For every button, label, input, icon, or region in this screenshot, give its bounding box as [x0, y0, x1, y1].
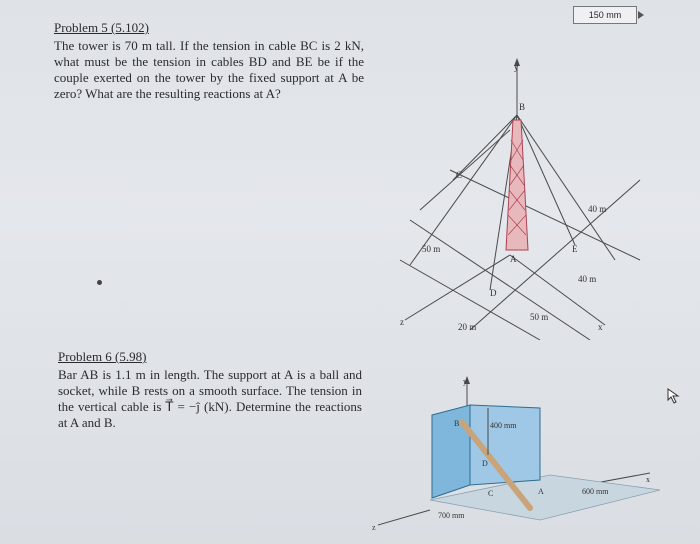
bar-label-A: A [538, 487, 544, 496]
tower-dim-50m-right: 50 m [530, 312, 549, 322]
stray-dot [97, 280, 102, 285]
tower-label-C: C [456, 170, 463, 180]
bar-label-C: C [488, 489, 494, 498]
tower-label-z: z [400, 317, 404, 327]
x-axis [510, 255, 605, 325]
bar-z-axis [378, 510, 430, 525]
tower-dim-50m-left: 50 m [422, 244, 441, 254]
bar-dim-400mm: 400 mm [490, 421, 517, 430]
problem-6 [58, 349, 362, 431]
zoom-scale-indicator[interactable] [573, 6, 637, 24]
problem-5-heading: Problem 5 (5.102) [54, 20, 149, 35]
cable-right [517, 115, 615, 260]
tower-dim-20m: 20 m [458, 322, 477, 332]
bar-label-D: D [482, 459, 488, 468]
bar-label-B: B [454, 419, 460, 428]
grid-line-4 [420, 130, 510, 210]
bar-dim-700mm: 700 mm [438, 511, 465, 520]
bar-figure [370, 370, 670, 542]
tower-body [506, 120, 528, 250]
cable-BC [453, 115, 517, 180]
tower-figure [390, 40, 650, 340]
tower-label-B: B [519, 102, 526, 112]
tower-label-y: y [514, 62, 519, 72]
cable-left [410, 115, 517, 265]
problem-5-text: The tower is 70 m tall. If the tension in cable BC is 2 kN, what must be the tension in cables BD and BE be if the couple exerted on the tower by the fixed support at A be zero? What are the resulting reactions at A? [54, 38, 364, 101]
bar-label-z: z [372, 523, 376, 532]
tower-dim-40m-bottom: 40 m [578, 274, 597, 284]
scale-label: 150 mm [588, 10, 622, 20]
mouse-cursor-icon [667, 388, 681, 404]
bar-label-y: y [463, 377, 467, 386]
tower-dim-40m-top: 40 m [588, 204, 607, 214]
tower-label-E: E [572, 244, 578, 254]
grid-line-3 [450, 170, 640, 260]
grid-line-1 [410, 220, 590, 340]
problem-6-heading: Problem 6 (5.98) [58, 349, 147, 364]
tower-label-A: A [510, 254, 517, 264]
side-wall [432, 405, 470, 498]
tower-label-D: D [490, 288, 497, 298]
tower-label-x: x [598, 322, 603, 332]
problem-6-text: Bar AB is 1.1 m in length. The support at A is a ball and socket, while B rests on a smooth surface. The tension in the vertical cable is T⃗ = −ĵ (kN). Determine the reactions at A and B. [58, 367, 362, 430]
bar-label-x: x [646, 475, 650, 484]
scale-arrow-icon [638, 11, 644, 19]
problem-5 [54, 20, 364, 102]
bar-dim-600mm: 600 mm [582, 487, 609, 496]
